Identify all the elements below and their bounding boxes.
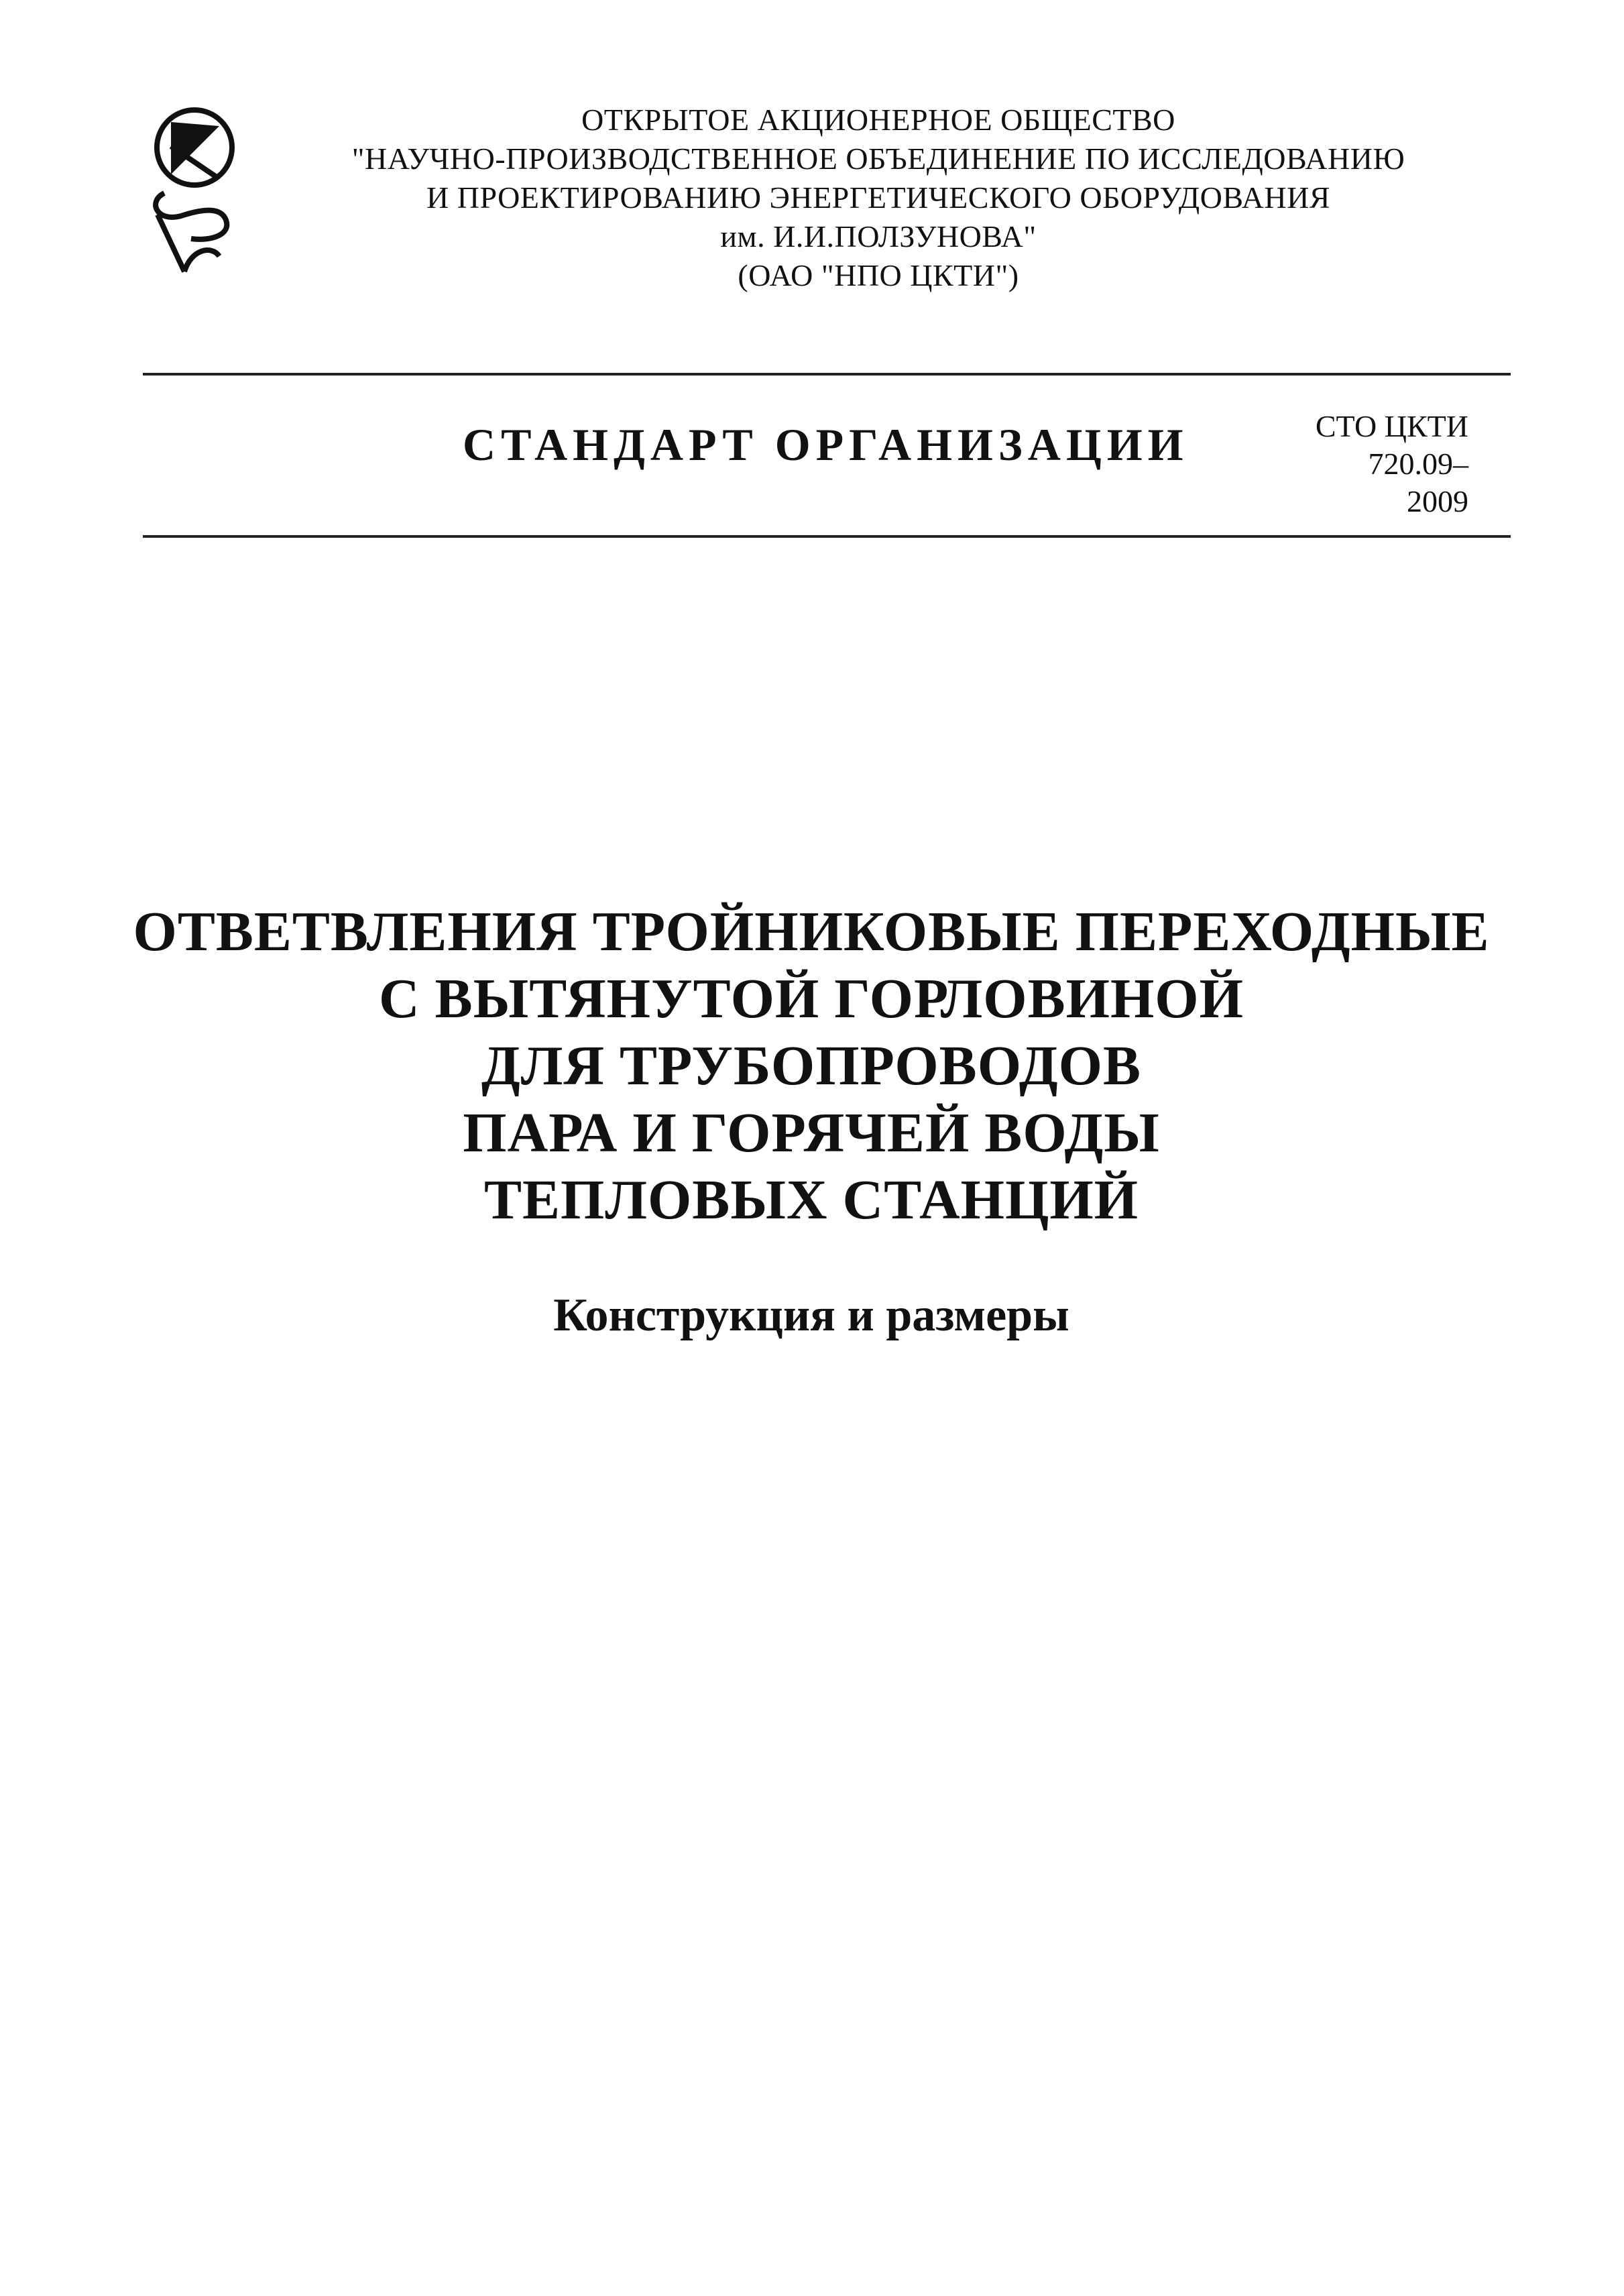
document-title-line: С ВЫТЯНУТОЙ ГОРЛОВИНОЙ — [379, 968, 1244, 1030]
standard-number-line: 2009 — [1407, 484, 1468, 518]
organization-logo-icon — [144, 107, 245, 275]
standard-number-line: СТО ЦКТИ — [1315, 409, 1468, 443]
document-subtitle: Конструкция и размеры — [553, 1289, 1069, 1341]
document-title-line: ДЛЯ ТРУБОПРОВОДОВ — [481, 1035, 1142, 1097]
organization-name — [288, 101, 1468, 295]
document-title-line: ПАРА И ГОРЯЧЕЙ ВОДЫ — [463, 1102, 1160, 1164]
standard-number — [1247, 408, 1468, 520]
standard-title: СТАНДАРТ ОРГАНИЗАЦИИ — [463, 419, 1189, 470]
org-line: им. И.И.ПОЛЗУНОВА" — [720, 219, 1037, 253]
org-line: (ОАО "НПО ЦКТИ") — [738, 258, 1019, 292]
document-title-line: ОТВЕТВЛЕНИЯ ТРОЙНИКОВЫЕ ПЕРЕХОДНЫЕ — [133, 901, 1490, 963]
org-line: "НАУЧНО-ПРОИЗВОДСТВЕННОЕ ОБЪЕДИНЕНИЕ ПО ИССЛЕДОВАНИЮ — [351, 141, 1405, 176]
document-title-line: ТЕПЛОВЫХ СТАНЦИЙ — [483, 1169, 1139, 1231]
org-line: ОТКРЫТОЕ АКЦИОНЕРНОЕ ОБЩЕСТВО — [581, 103, 1175, 137]
standard-number-line: 720.09– — [1368, 447, 1468, 481]
org-line: И ПРОЕКТИРОВАНИЮ ЭНЕРГЕТИЧЕСКОГО ОБОРУДОВАНИЯ — [426, 180, 1330, 215]
document-title — [101, 899, 1522, 1234]
top-divider — [143, 373, 1511, 376]
bottom-divider — [143, 535, 1511, 538]
